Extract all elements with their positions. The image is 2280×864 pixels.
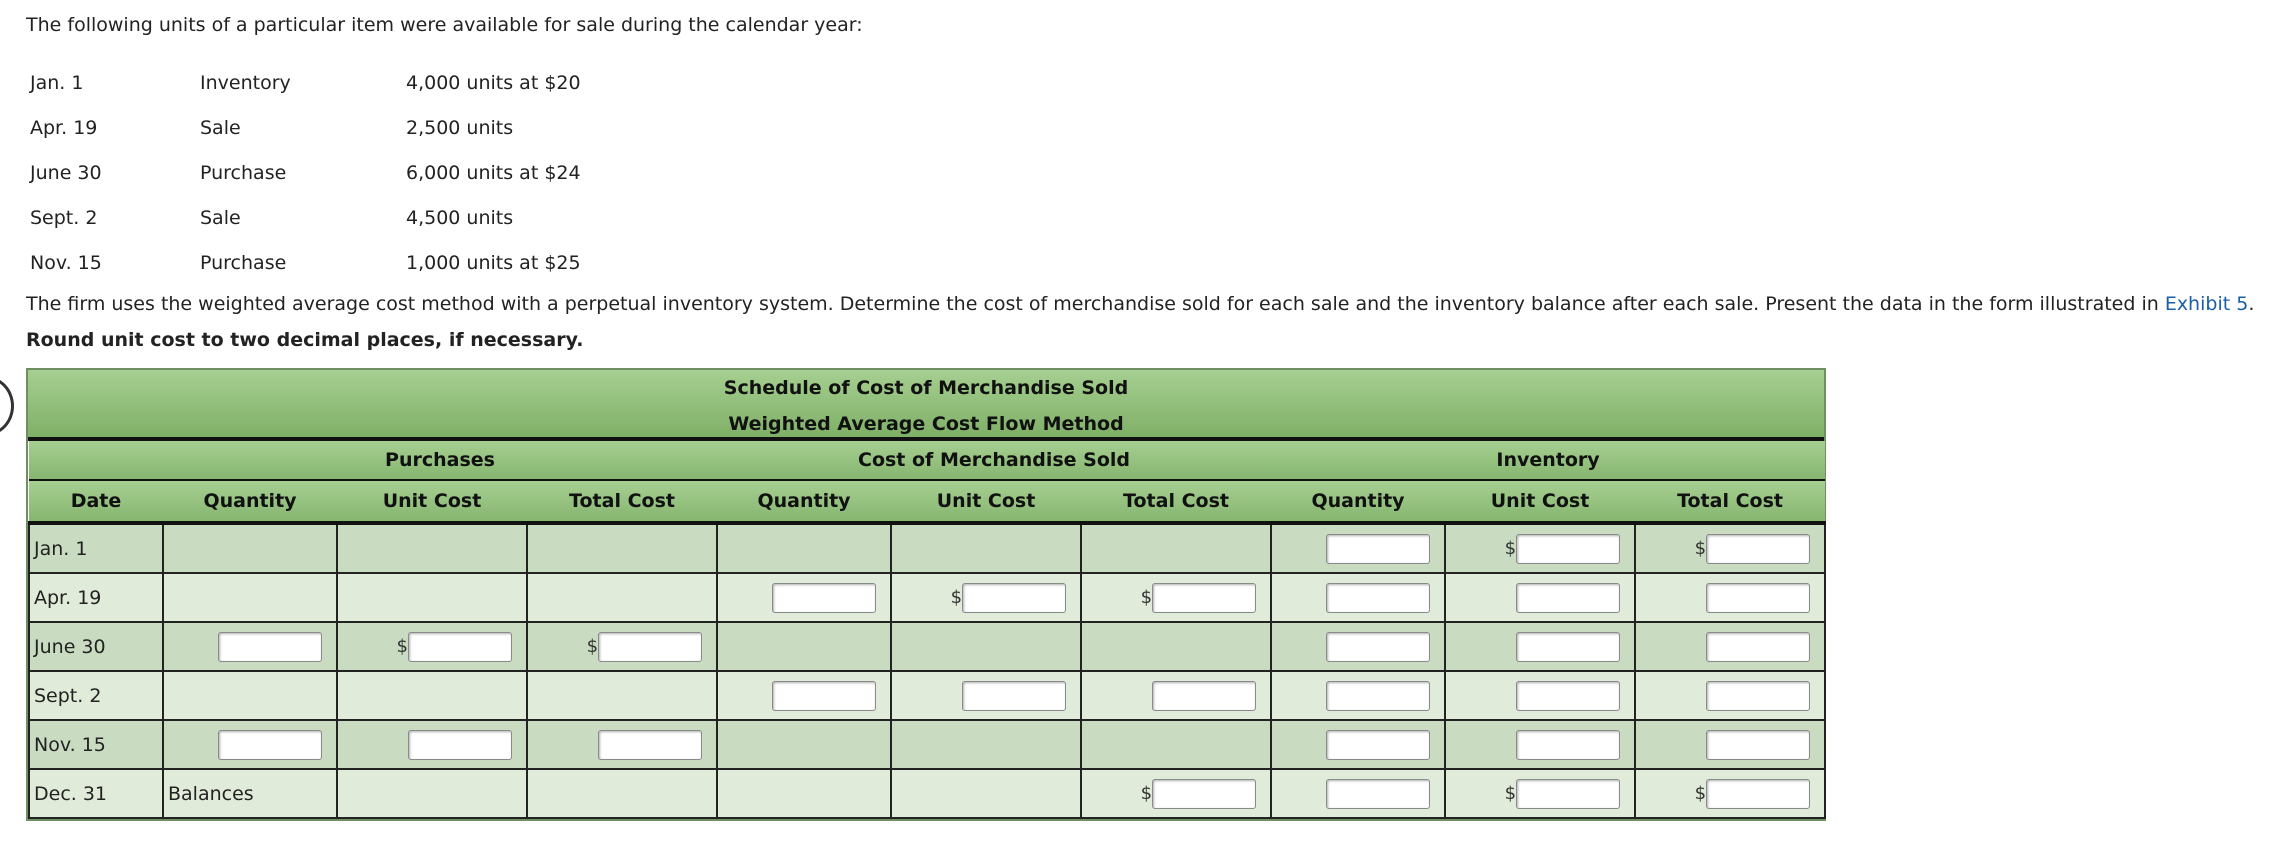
empty-cell [337,573,527,622]
instructions-text: The firm uses the weighted average cost method with a perpetual inventory system. Determine the cost of merchandise sold for each sale and the inventory balance after each sale. Present the data in the form illustrated in [26,293,2165,315]
units-date: June 30 [30,161,102,184]
units-detail: 4,000 units at $20 [406,71,581,94]
units-detail: 6,000 units at $24 [406,161,581,184]
row-date: Sept. 2 [29,671,163,720]
col-cms-quantity: Quantity [717,480,891,523]
inv-quantity-cell [1271,622,1445,671]
inv-total-cost-input[interactable] [1706,779,1810,809]
empty-cell [891,769,1081,818]
inv-total-cost-cell [1635,573,1825,622]
purch-quantity-cell [163,622,337,671]
col-inv-total-cost: Total Cost [1635,480,1825,523]
purch-quantity-input[interactable] [218,632,322,662]
instructions-bold: Round unit cost to two decimal places, if necessary. [26,329,584,351]
units-row [26,195,581,240]
inv-quantity-input[interactable] [1326,632,1430,662]
inv-unit-cost-cell [1445,671,1635,720]
empty-cell [337,671,527,720]
purch-unit-cost-input[interactable] [408,730,512,760]
empty-cell [527,671,717,720]
inv-unit-cost-input[interactable] [1516,632,1620,662]
units-date: Nov. 15 [30,251,102,274]
dollar-sign: $ [1140,783,1153,804]
purch-quantity-input[interactable] [218,730,322,760]
empty-cell [717,720,891,769]
schedule-subtitle: Weighted Average Cost Flow Method [728,413,1124,435]
row-date: Jan. 1 [29,523,163,573]
inv-unit-cost-input[interactable] [1516,681,1620,711]
dollar-sign: $ [1504,783,1517,804]
row-label: Balances [163,769,337,818]
table-row [29,769,1825,818]
col-purch-total-cost: Total Cost [527,480,717,523]
empty-cell [717,622,891,671]
dollar-sign: $ [396,636,408,657]
empty-cell [717,523,891,573]
purch-unit-cost-cell [337,622,527,671]
row-date: Apr. 19 [29,573,163,622]
units-date: Jan. 1 [30,71,84,94]
schedule-grid [28,441,1826,819]
inv-unit-cost-input[interactable] [1516,583,1620,613]
inv-unit-cost-cell [1445,769,1635,818]
schedule-table [26,368,1826,821]
instructions-punct: . [2248,293,2255,315]
cms-total-cost-cell [1081,573,1271,622]
empty-cell [717,769,891,818]
inv-total-cost-input[interactable] [1706,681,1810,711]
col-date: Date [29,480,163,523]
col-inv-unit-cost: Unit Cost [1445,480,1635,523]
cms-total-cost-input[interactable] [1152,583,1256,613]
purch-total-cost-input[interactable] [598,632,702,662]
inv-unit-cost-cell [1445,720,1635,769]
cms-unit-cost-cell [891,671,1081,720]
instructions [26,286,2266,358]
units-date: Sept. 2 [30,206,98,229]
empty-cell [337,769,527,818]
table-row [29,622,1825,671]
cms-total-cost-input[interactable] [1152,681,1256,711]
inv-total-cost-input[interactable] [1706,583,1810,613]
empty-cell [163,671,337,720]
col-purch-quantity: Quantity [163,480,337,523]
step-circle-icon [0,376,14,436]
purch-total-cost-cell [527,720,717,769]
dollar-sign: $ [586,636,599,657]
inv-total-cost-input[interactable] [1706,730,1810,760]
group-header-row [29,441,1825,480]
cms-unit-cost-input[interactable] [962,681,1066,711]
units-detail: 2,500 units [406,116,514,139]
empty-cell [527,573,717,622]
purch-quantity-cell [163,720,337,769]
inv-quantity-cell [1271,523,1445,573]
inv-unit-cost-cell [1445,523,1635,573]
col-inv-quantity: Quantity [1271,480,1445,523]
col-purch-unit-cost: Unit Cost [337,480,527,523]
cms-quantity-cell [717,573,891,622]
inv-total-cost-input[interactable] [1706,632,1810,662]
inv-quantity-input[interactable] [1326,730,1430,760]
dollar-sign: $ [1694,538,1707,559]
group-purchases: Purchases [163,441,717,480]
units-row [26,105,581,150]
group-cms: Cost of Merchandise Sold [717,441,1271,480]
inv-total-cost-input[interactable] [1706,534,1810,564]
units-type: Inventory [200,71,291,94]
table-row [29,671,1825,720]
units-type: Sale [200,206,241,229]
col-cms-unit-cost: Unit Cost [891,480,1081,523]
inv-unit-cost-input[interactable] [1516,534,1620,564]
table-row [29,573,1825,622]
cms-total-cost-cell [1081,671,1271,720]
empty-cell [891,622,1081,671]
empty-cell [891,523,1081,573]
empty-cell [1081,720,1271,769]
schedule-title: Schedule of Cost of Merchandise Sold [723,377,1129,399]
empty-cell [337,523,527,573]
dollar-sign: $ [950,587,963,608]
column-header-row [29,480,1825,523]
inv-quantity-cell [1271,769,1445,818]
empty-cell [527,523,717,573]
cms-total-cost-cell [1081,769,1271,818]
inv-total-cost-cell [1635,523,1825,573]
cms-unit-cost-cell [891,573,1081,622]
units-row [26,240,581,285]
table-row [29,523,1825,573]
dollar-sign: $ [1504,538,1517,559]
dollar-sign: $ [1140,587,1153,608]
units-type: Sale [200,116,241,139]
inv-unit-cost-cell [1445,622,1635,671]
cms-total-cost-input[interactable] [1152,779,1256,809]
row-date: Dec. 31 [29,769,163,818]
group-blank [29,441,163,480]
inv-total-cost-cell [1635,769,1825,818]
dollar-sign: $ [1694,783,1707,804]
units-detail: 4,500 units [406,206,514,229]
empty-cell [1081,622,1271,671]
group-inventory: Inventory [1271,441,1825,480]
inv-total-cost-cell [1635,720,1825,769]
units-table [26,60,581,285]
inv-quantity-input[interactable] [1326,681,1430,711]
row-date: June 30 [29,622,163,671]
row-date: Nov. 15 [29,720,163,769]
inv-quantity-cell [1271,573,1445,622]
units-detail: 1,000 units at $25 [406,251,581,274]
inv-quantity-input[interactable] [1326,779,1430,809]
empty-cell [891,720,1081,769]
empty-cell [1081,523,1271,573]
cms-quantity-input[interactable] [772,583,876,613]
purch-unit-cost-input[interactable] [408,632,512,662]
empty-cell [527,769,717,818]
empty-cell [163,573,337,622]
purch-total-cost-input[interactable] [598,730,702,760]
inv-quantity-input[interactable] [1326,534,1430,564]
units-row [26,150,581,195]
col-cms-total-cost: Total Cost [1081,480,1271,523]
empty-cell [163,523,337,573]
inv-total-cost-cell [1635,622,1825,671]
table-row [29,720,1825,769]
inv-unit-cost-cell [1445,573,1635,622]
inv-quantity-input[interactable] [1326,583,1430,613]
inv-quantity-cell [1271,720,1445,769]
cms-quantity-cell [717,671,891,720]
units-type: Purchase [200,161,287,184]
inv-total-cost-cell [1635,671,1825,720]
units-type: Purchase [200,251,287,274]
units-date: Apr. 19 [30,116,98,139]
schedule-header [28,370,1824,441]
intro-text: The following units of a particular item were available for sale during the calendar year: [26,14,863,36]
inv-quantity-cell [1271,671,1445,720]
inv-unit-cost-input[interactable] [1516,779,1620,809]
cms-quantity-input[interactable] [772,681,876,711]
inv-unit-cost-input[interactable] [1516,730,1620,760]
cms-unit-cost-input[interactable] [962,583,1066,613]
purch-total-cost-cell [527,622,717,671]
purch-unit-cost-cell [337,720,527,769]
exhibit-link[interactable]: Exhibit 5 [2164,293,2249,315]
units-row [26,60,581,105]
